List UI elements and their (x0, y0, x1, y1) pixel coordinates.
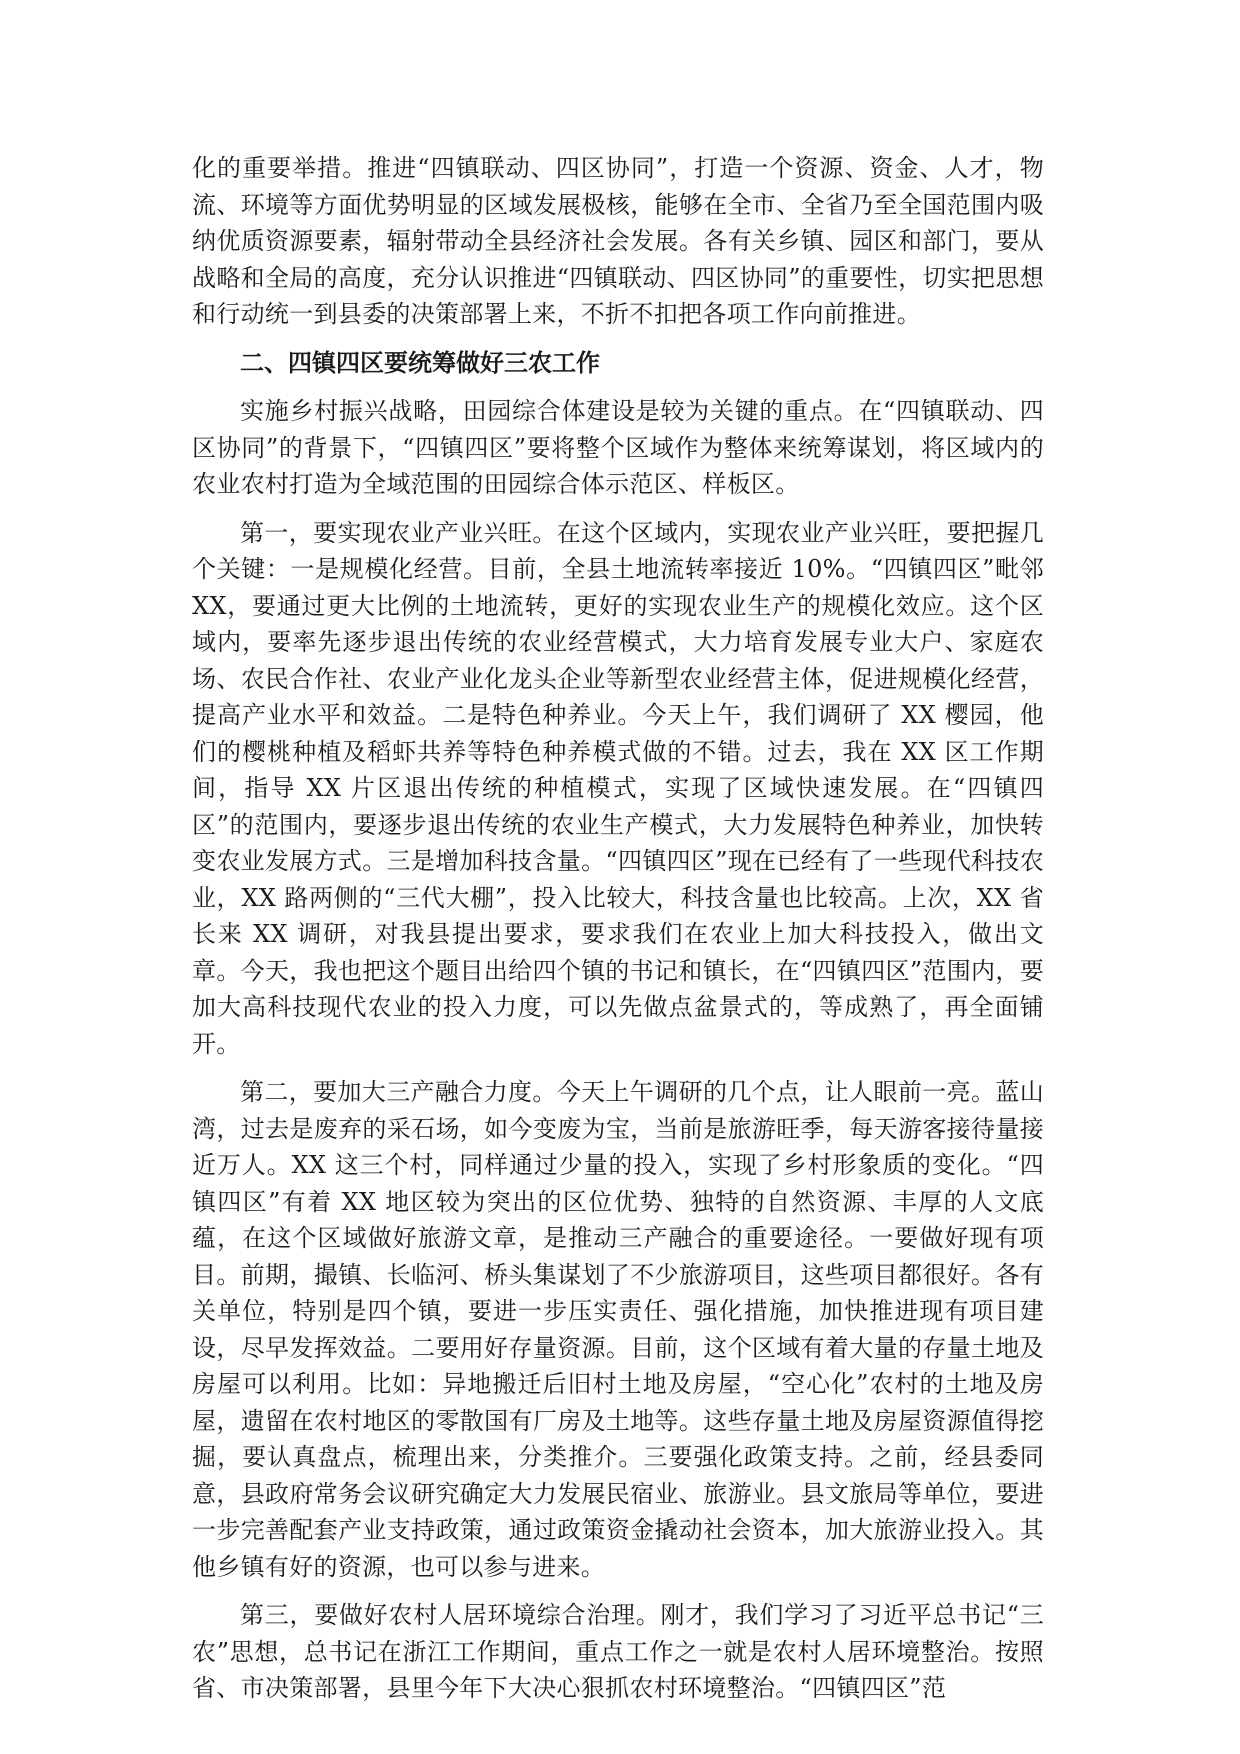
paragraph-2: 第一，要实现农业产业兴旺。在这个区域内，实现农业产业兴旺，要把握几个关键：一是规模化经营。目前，全县土地流转率接近 10%。“四镇四区”毗邻 XX，要通过更大比例的土地流转，更好的实现农业生产的规模化效应。这个区域内，要率先逐步退出传统的农业经营模式，大力培育发展专业大户、家庭农场、农民合作社、农业产业化龙头企业等新型农业经营主体，促进规模化经营，提高产业水平和效益。二是特色种养业。今天上午，我们调研了 XX 樱园，他们的樱桃种植及稻虾共养等特色种养模式做的不错。过去，我在 XX 区工作期间，指导 XX 片区退出传统的种植模式，实现了区域快速发展。在“四镇四区”的范围内，要逐步退出传统的农业生产模式，大力发展特色种养业，加快转变农业发展方式。三是增加科技含量。“四镇四区”现在已经有了一些现代科技农业，XX 路两侧的“三代大棚”，投入比较大，科技含量也比较高。上次，XX 省长来 XX 调研，对我县提出要求，要求我们在农业上加大科技投入，做出文章。今天，我也把这个题目出给四个镇的书记和镇长，在“四镇四区”范围内，要加大高科技现代农业的投入力度，可以先做点盆景式的，等成熟了，再全面铺开。 (192, 518, 1044, 1058)
document-body (192, 150, 1044, 1719)
paragraph-3: 第二，要加大三产融合力度。今天上午调研的几个点，让人眼前一亮。蓝山湾，过去是废弃的采石场，如今变废为宝，当前是旅游旺季，每天游客接待量接近万人。XX 这三个村，同样通过少量的投入，实现了乡村形象质的变化。“四镇四区”有着 XX 地区较为突出的区位优势、独特的自然资源、丰厚的人文底蕴，在这个区域做好旅游文章，是推动三产融合的重要途径。一要做好现有项目。前期，撮镇、长临河、桥头集谋划了不少旅游项目，这些项目都很好。各有关单位，特别是四个镇，要进一步压实责任、强化措施，加快推进现有项目建设，尽早发挥效益。二要用好存量资源。目前，这个区域有着大量的存量土地及房屋可以利用。比如：异地搬迁后旧村土地及房屋，“空心化”农村的土地及房屋，遗留在农村地区的零散国有厂房及土地等。这些存量土地及房屋资源值得挖掘，要认真盘点，梳理出来，分类推介。三要强化政策支持。之前，经县委同意，县政府常务会议研究确定大力发展民宿业、旅游业。县文旅局等单位，要进一步完善配套产业支持政策，通过政策资金撬动社会资本，加大旅游业投入。其他乡镇有好的资源，也可以参与进来。 (192, 1078, 1044, 1581)
paragraph-intro-continuation: 化的重要举措。推进“四镇联动、四区协同”，打造一个资源、资金、人才，物流、环境等方面优势明显的区域发展极核，能够在全市、全省乃至全国范围内吸纳优质资源要素，辐射带动全县经济社会发展。各有关乡镇、园区和部门，要从战略和全局的高度，充分认识推进“四镇联动、四区协同”的重要性，切实把思想和行动统一到县委的决策部署上来，不折不扣把各项工作向前推进。 (192, 154, 1044, 328)
section-heading: 二、四镇四区要统筹做好三农工作 (240, 348, 600, 377)
paragraph-1: 实施乡村振兴战略，田园综合体建设是较为关键的重点。在“四镇联动、四区协同”的背景下，“四镇四区”要将整个区域作为整体来统筹谋划，将区域内的农业农村打造为全域范围的田园综合体示范区、样板区。 (192, 397, 1044, 498)
paragraph-4: 第三，要做好农村人居环境综合治理。刚才，我们学习了习近平总书记“三农”思想，总书记在浙江工作期间，重点工作之一就是农村人居环境整治。按照省、市决策部署，县里今年下大决心狠抓农村环境整治。“四镇四区”范 (192, 1601, 1044, 1702)
